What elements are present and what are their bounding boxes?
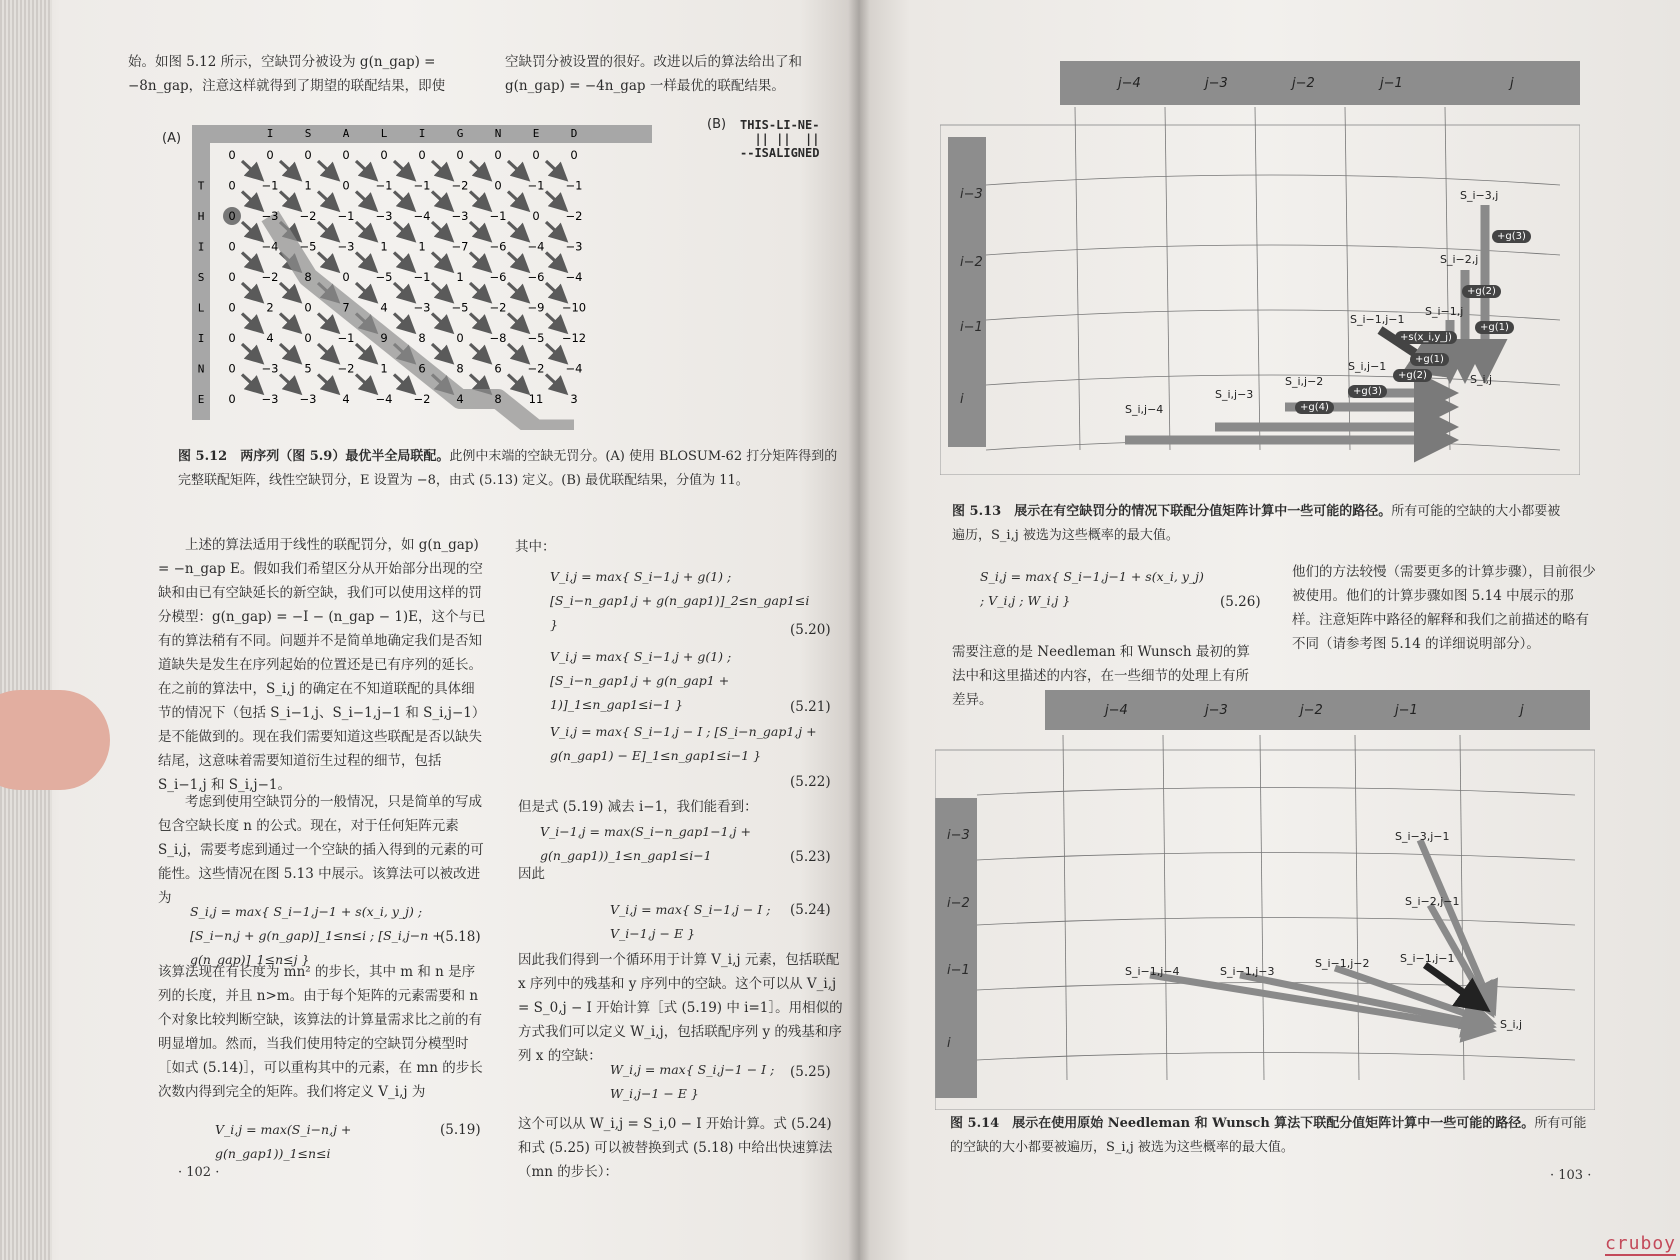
matrix-cell-value: −3 [413, 300, 431, 315]
diagonal-arrow [432, 253, 452, 272]
equation-5-24-number: (5.24) [790, 902, 831, 918]
column-letter: N [494, 127, 502, 140]
matrix-cell-value: 8 [456, 361, 464, 376]
matrix-cell-value: −6 [527, 270, 545, 284]
matrix-cell-value: 5 [304, 361, 312, 376]
paragraph-3: 该算法现在有长度为 mn² 的步长，其中 m 和 n 是序列的长度，并且 n>m。由于每个矩阵的元素需要和 n 个对象比较判断空缺，该算法的计算量需求比之前的有明显增加。然而，当我们使用特定的空缺罚分模型时［如式 (5.14)］，可以重构其中的元素，在 mn 的步长次数内得到完全的矩阵。我们将定义 V_i,j 为 [158, 964, 483, 1100]
alignment-line-2: || || || [740, 132, 827, 146]
fig514-row-i-2: i−2 [947, 896, 970, 911]
fig513-label-s-i1-j: S_i−1,j [1425, 305, 1464, 318]
diagonal-arrow [356, 161, 376, 180]
matrix-cell-value: 3 [570, 392, 578, 406]
matrix-cell-value: 0 [342, 178, 350, 193]
matrix-cell-value: −2 [527, 361, 545, 376]
matrix-cell-value: 0 [228, 392, 236, 406]
matrix-cell-value: −1 [261, 178, 279, 193]
fig513-row-i: i [960, 392, 964, 407]
matrix-cell-value: −3 [375, 209, 393, 223]
diagonal-arrow [508, 375, 528, 394]
equation-5-25: W_i,j = max{ S_i,j−1 − I ; W_i,j−1 − E } [610, 1062, 775, 1101]
matrix-cell-value: 8 [418, 331, 426, 345]
matrix-cell-value: −5 [451, 300, 469, 315]
matrix-cell-value: −5 [299, 239, 317, 254]
fig514-label-s-i1-j1: S_i−1,j−1 [1400, 952, 1455, 965]
figure-5-14-caption [950, 1112, 1590, 1160]
matrix-cell-value: 7 [342, 300, 350, 315]
matrix-cell-value: −1 [413, 178, 431, 193]
diagonal-arrow [242, 314, 262, 333]
row-letter: N [197, 362, 205, 376]
book-spine [848, 0, 870, 1260]
equation-5-24: V_i,j = max{ S_i−1,j − I ; V_i−1,j − E } [610, 902, 771, 941]
matrix-cell-value: −3 [337, 239, 355, 254]
row-letter: S [197, 271, 205, 284]
diagonal-arrow [470, 253, 490, 272]
equation-5-26: S_i,j = max{ S_i−1,j−1 + s(x_i, y_j) ; V_i,j ; W_i,j } [980, 569, 1204, 608]
fig514-label-s-i1-j3: S_i−1,j−3 [1220, 965, 1275, 978]
matrix-cell-value: 11 [528, 392, 544, 406]
matrix-cell-value: −1 [413, 270, 431, 284]
matrix-cell-value: −2 [299, 209, 317, 223]
caption-body: 所有可能的空缺的大小都要被遍历，S_i,j 被选为这些概率的最大值。 [950, 1116, 1587, 1155]
fig513-row-i-3: i−3 [960, 187, 983, 202]
fig513-pill-g2: +g(2) [1462, 285, 1501, 298]
diagonal-arrow [280, 375, 300, 394]
diagonal-arrow [546, 161, 566, 180]
diagonal-arrow [318, 314, 338, 333]
diagonal-arrow [546, 192, 566, 211]
diagonal-arrow [280, 283, 300, 302]
diagonal-arrow [432, 344, 452, 363]
row-letter: E [197, 393, 205, 406]
matrix-cell-value: 8 [494, 392, 502, 406]
row-letter: I [197, 332, 205, 345]
matrix-cell-value: −2 [261, 270, 279, 284]
fig514-label-s-i-j: S_i,j [1500, 1018, 1523, 1031]
panel-b-label: (B) [707, 117, 727, 132]
diagonal-arrow [394, 253, 414, 272]
matrix-cell-value: −5 [527, 331, 545, 345]
page-number-right: · 103 · [1550, 1168, 1592, 1183]
equation-5-22: V_i,j = max{ S_i−1,j − I ; [S_i−n_gap1,j + g(n_gap1) − E]_1≤n_gap1≤i−1 } [550, 724, 817, 763]
matrix-cell-value: −2 [565, 209, 583, 223]
diagonal-arrow [508, 253, 528, 272]
fig513-col-j: j [1510, 75, 1514, 91]
equation-5-22-number: (5.22) [790, 774, 831, 790]
column-letter: G [456, 127, 464, 140]
diagonal-arrow [242, 344, 262, 363]
diagonal-arrow [242, 253, 262, 272]
caption-body: 所有可能的空缺的大小都要被遍历，S_i,j 被选为这些概率的最大值。 [952, 504, 1561, 543]
equation-5-21-number: (5.21) [790, 699, 831, 715]
fig513-pill-g1-v: +g(1) [1475, 321, 1514, 334]
diagonal-arrow [470, 314, 490, 333]
matrix-cell-value: −9 [527, 300, 545, 315]
fig513-col-line [1165, 107, 1170, 450]
diagonal-arrow [546, 314, 566, 333]
column-letter: E [532, 127, 540, 140]
fig514-row-line [977, 918, 1575, 926]
matrix-cell-value: 0 [228, 239, 236, 254]
page-edge [0, 0, 52, 1260]
matrix-cell-value: 0 [570, 148, 578, 162]
diagonal-arrow [546, 283, 566, 302]
fig513-row-i-1: i−1 [960, 320, 983, 335]
diagonal-arrow [280, 192, 300, 211]
finger [0, 690, 110, 790]
diagonal-arrow [508, 314, 528, 333]
diagonal-arrow [242, 192, 262, 211]
diagonal-arrow [470, 344, 490, 363]
matrix-cell-value: −3 [261, 209, 279, 223]
diagonal-arrow [242, 283, 262, 302]
fig514-label-s-i1-j4: S_i−1,j−4 [1125, 965, 1180, 978]
diagonal-arrow [432, 222, 452, 241]
diagonal-arrow [356, 344, 376, 363]
fig514-row-i-3: i−3 [947, 828, 970, 843]
fig513-label-s-i-j2: S_i,j−2 [1285, 375, 1324, 388]
diagonal-arrow [242, 222, 262, 241]
diagonal-arrow [356, 253, 376, 272]
fig513-row-line [986, 175, 1560, 185]
matrix-cell-value: 4 [266, 331, 274, 345]
fig514-col-line [1163, 735, 1167, 1080]
diagonal-arrow [394, 375, 414, 394]
matrix-cell-value: 0 [532, 148, 540, 162]
paragraph-5: 因此我们得到一个循环用于计算 V_i,j 元素，包括联配 x 序列中的残基和 y 序列中的空缺。这个可以从 V_i,j = S_0,j − I 开始计算［式 (5.19) 中 i=1］。用相似的方式我们可以定义 W_i,j，包括联配序列 y 的残基和序列 x 的空缺： [518, 952, 843, 1064]
fig513-pill-g4-h: +g(4) [1295, 401, 1334, 414]
matrix-cell-value: −8 [489, 331, 507, 345]
matrix-cell-value: 2 [266, 300, 274, 315]
matrix-cell-value: 6 [418, 361, 426, 376]
equation-5-19: V_i,j = max(S_i−n,j + g(n_gap1))_1≤n≤i [215, 1122, 352, 1161]
alignment-line-3: --ISALIGNED [740, 146, 820, 160]
matrix-cell-value: 0 [494, 178, 502, 193]
matrix-cell-value: 0 [228, 209, 236, 223]
fig514-row-line [977, 853, 1575, 861]
matrix-cell-value: 4 [456, 392, 464, 406]
column-letter: D [570, 127, 578, 140]
matrix-cell-value: −1 [489, 209, 507, 223]
matrix-cell-value: 0 [228, 148, 236, 162]
matrix-cell-value: 0 [494, 148, 502, 162]
equation-5-21: V_i,j = max{ S_i−1,j + g(1) ; [S_i−n_gap1,j + g(n_gap1 + 1)]_1≤n_gap1≤i−1 } [550, 649, 732, 712]
matrix-cell-value: −3 [299, 392, 317, 406]
column-letter: A [342, 127, 350, 140]
row-letter: T [197, 179, 205, 193]
matrix-cell-value: −7 [451, 239, 469, 254]
diagonal-arrow [356, 222, 376, 241]
matrix-cell-value: −3 [261, 361, 279, 376]
equation-5-19-number: (5.19) [440, 1122, 481, 1138]
diagonal-arrow [242, 161, 262, 180]
diagonal-arrow [508, 192, 528, 211]
matrix-cell-value: −2 [489, 300, 507, 315]
equation-5-18: S_i,j = max{ S_i−1,j−1 + s(x_i, y_j) ; [S_i−n,j + g(n_gap)]_1≤n≤i ; [S_i,j−n + g(n_gap)]_1≤n≤j } [190, 904, 443, 967]
figure-5-13 [940, 55, 1580, 475]
equation-5-23-number: (5.23) [790, 849, 831, 865]
diagonal-arrow [318, 222, 338, 241]
fig513-row-i-2: i−2 [960, 255, 983, 270]
matrix-cell-value: 0 [380, 148, 388, 162]
fig514-col-j-1: j−1 [1395, 702, 1418, 718]
diagonal-arrow [394, 222, 414, 241]
diagonal-arrow [432, 283, 452, 302]
matrix-cell-value: 0 [266, 148, 274, 162]
matrix-cell-value: −4 [413, 209, 431, 223]
column-letter: I [418, 127, 426, 140]
page-number-left: · 102 · [178, 1165, 220, 1180]
figure-5-13-caption [952, 500, 1572, 548]
diagonal-arrow [432, 161, 452, 180]
equation-5-26-number: (5.26) [1220, 594, 1261, 610]
matrix-cell-value: −3 [451, 209, 469, 223]
diagonal-arrow [318, 161, 338, 180]
fig513-col-j-3: j−3 [1205, 75, 1228, 91]
where-text: 其中： [515, 539, 556, 555]
diagonal-arrow [546, 375, 566, 394]
diagonal-arrow [470, 283, 490, 302]
matrix-cell-value: −5 [375, 270, 393, 284]
figure-5-12-caption [178, 445, 848, 493]
fig513-col-line [1445, 107, 1450, 450]
matrix-cell-value: 0 [342, 148, 350, 162]
fig514-border [935, 750, 1595, 1110]
fig513-label-s-i-j4: S_i,j−4 [1125, 403, 1164, 416]
diagonal-arrow [470, 222, 490, 241]
matrix-cell-value: 0 [532, 209, 540, 223]
caption-title: 图 5.12 两序列（图 5.9）最优半全局联配。 [178, 449, 450, 464]
diagonal-arrow [508, 222, 528, 241]
paragraph-4: 但是式 (5.19) 减去 i−1，我们能看到： [518, 799, 758, 815]
matrix-cell-value: 1 [418, 239, 426, 254]
matrix-cell-value: 0 [304, 148, 312, 162]
caption-title: 图 5.13 展示在有空缺罚分的情况下联配分值矩阵计算中一些可能的路径。 [952, 504, 1392, 519]
figure-5-12 [162, 117, 727, 430]
matrix-cell-value: −6 [489, 239, 507, 254]
matrix-cell-value: 4 [342, 392, 350, 406]
fig514-col-line [1063, 735, 1067, 1080]
paragraph-6: 这个可以从 W_i,j = S_i,0 − I 开始计算。式 (5.24) 和式 (5.25) 可以被替换到式 (5.18) 中给出快速算法（mn 的步长）： [518, 1116, 833, 1180]
diagonal-arrow [242, 375, 262, 394]
equation-5-20: V_i,j = max{ S_i−1,j + g(1) ; [S_i−n_gap1,j + g(n_gap1)]_2≤n_gap1≤i } [550, 569, 810, 632]
fig513-pill-g3-h: +g(3) [1348, 385, 1387, 398]
column-letter: I [266, 127, 274, 140]
column-letter: S [304, 127, 312, 140]
matrix-cell-value: 0 [456, 331, 464, 345]
matrix-cell-value: 0 [228, 178, 236, 193]
row-letter: I [197, 240, 205, 254]
fig513-col-line [1075, 107, 1080, 450]
paragraph-1: 上述的算法适用于线性的联配罚分，如 g(n_gap) = −n_gap E。假如我们希望区分从开始部分出现的空缺和由已有空缺延长的新空缺，我们可以使用这样的罚分模型：g(n_gap) = −I − (n_gap − 1)E，这个与已有的算法稍有不同。问题并不是简单地确定我们是否知道缺失是发生在序列起始的位置还是已有序列的延长。在之前的算法中，S_i,j 的确定在不知道联配的具体细节的情况下（包括 S_i−1,j、S_i−1,j−1 和 S_i,j−1）是不能做到的。现在我们需要知道这些联配是否以缺失结尾，这意味着需要知道衍生过程的细节，包括 S_i−1,j 和 S_i,j−1。 [158, 537, 486, 793]
matrix-cell-value: 0 [228, 331, 236, 345]
fig513-pill-g3: +g(3) [1492, 230, 1531, 243]
matrix-cell-value: 1 [380, 239, 388, 254]
matrix-cell-value: 1 [456, 270, 464, 284]
paragraph-needleman: 需要注意的是 Needleman 和 Wunsch 最初的算法中和这里描述的内容，在一些细节的处理上有所差异。 [952, 644, 1250, 708]
panel-a-label: (A) [162, 131, 182, 146]
matrix-cell-value: 0 [228, 300, 236, 315]
diagonal-arrow [546, 222, 566, 241]
watermark: cruboy [1604, 1233, 1676, 1254]
matrix-cell-value: 0 [456, 148, 464, 162]
row-letter: H [197, 210, 205, 223]
diagonal-arrow [508, 344, 528, 363]
fig514-row-line [977, 788, 1575, 796]
equation-5-20-number: (5.20) [790, 622, 831, 638]
diagonal-arrow [356, 375, 376, 394]
column-letter: L [380, 127, 388, 140]
diagonal-arrow [394, 161, 414, 180]
fig514-col-j-3: j−3 [1205, 702, 1228, 718]
matrix-cell-value: −2 [451, 178, 469, 193]
fig513-col-line [1345, 107, 1350, 450]
fig513-pill-g1-h: +g(1) [1410, 353, 1449, 366]
fig513-col-j-4: j−4 [1118, 75, 1141, 91]
matrix-cell-value: −4 [261, 239, 279, 254]
matrix-cell-value: −12 [561, 331, 587, 345]
fig514-col-line [1355, 735, 1359, 1080]
fig513-col-line [1255, 107, 1260, 450]
matrix-cell-value: −1 [337, 209, 355, 223]
matrix-cell-value: −1 [527, 178, 545, 193]
equation-5-18-number: (5.18) [440, 929, 481, 945]
diagonal-arrow [356, 192, 376, 211]
diagonal-arrow [470, 192, 490, 211]
matrix-cell-value: 9 [380, 331, 388, 345]
fig514-row-i: i [947, 1036, 951, 1051]
fig514-col-j-2: j−2 [1300, 702, 1323, 718]
diagonal-arrow [318, 253, 338, 272]
matrix-cell-value: 6 [494, 361, 502, 376]
fig513-pill-g2-h: +g(2) [1393, 369, 1432, 382]
diagonal-arrow [470, 161, 490, 180]
fig513-label-s-i-j: S_i,j [1470, 373, 1493, 386]
paragraph-slower-method: 他们的方法较慢（需要更多的计算步骤），目前很少被使用。他们的计算步骤如图 5.14 中展示的那样。注意矩阵中路径的解释和我们之前描述的略有不同（请参考图 5.14 的详细说明部分）。 [1292, 564, 1596, 652]
matrix-cell-value: −1 [565, 178, 583, 193]
matrix-cell-value: 8 [304, 270, 312, 284]
matrix-cell-value: −2 [413, 392, 431, 406]
matrix-cell-value: 0 [304, 300, 312, 315]
matrix-cell-value: −4 [527, 239, 545, 254]
top-text-left: 始。如图 5.12 所示，空缺罚分被设为 g(n_gap) = −8n_gap，注意这样就得到了期望的联配结果，即使 [128, 54, 446, 94]
alignment-matrix [162, 125, 682, 430]
diagonal-arrow [546, 344, 566, 363]
matrix-cell-value: −3 [261, 392, 279, 406]
matrix-cell-value: 0 [418, 148, 426, 162]
fig514-row-i-1: i−1 [947, 963, 970, 978]
fig514-label-s-i1-j2: S_i−1,j−2 [1315, 957, 1370, 970]
caption-body: 此例中末端的空缺无罚分。(A) 使用 BLOSUM-62 打分矩阵得到的完整联配矩阵，线性空缺罚分，E 设置为 −8，由式 (5.13) 定义。(B) 最优联配结果，分值为 11。 [178, 449, 838, 488]
fig513-label-s-i1-j1: S_i−1,j−1 [1350, 313, 1405, 326]
fig513-grid [940, 55, 1580, 475]
fig514-col-j-4: j−4 [1105, 702, 1128, 718]
diagonal-arrow [508, 161, 528, 180]
matrix-cell-value: −10 [561, 300, 587, 315]
fig513-label-s-i-j1: S_i,j−1 [1348, 360, 1387, 373]
top-text-right: 空缺罚分被设置的很好。改进以后的算法给出了和 g(n_gap) = −4n_gap 一样最优的联配结果。 [505, 54, 802, 94]
matrix-cell-value: 0 [228, 270, 236, 284]
diagonal-arrow [546, 253, 566, 272]
matrix-cell-value: −1 [375, 178, 393, 193]
diagonal-arrow [280, 314, 300, 333]
diagonal-arrow [394, 314, 414, 333]
matrix-cell-value: −4 [565, 361, 583, 376]
matrix-cell-value: −1 [337, 331, 355, 345]
paragraph-2: 考虑到使用空缺罚分的一般情况，只是简单的写成包含空缺长度 n 的公式。现在，对于任何矩阵元素 S_i,j，需要考虑到通过一个空缺的插入得到的元素的可能性。这些情况在图 5.13 中展示。该算法可以被改进为 [158, 794, 484, 906]
fig514-label-s-i2-j1: S_i−2,j−1 [1405, 895, 1460, 908]
diagonal-arrow [394, 283, 414, 302]
diagonal-arrow [356, 283, 376, 302]
matrix-cell-value: 1 [380, 361, 388, 376]
matrix-cell-value: 0 [304, 331, 312, 345]
matrix-cell-value: −4 [565, 270, 583, 284]
alignment-line-1: THIS-LI-NE- [740, 118, 820, 132]
matrix-cell-value: −6 [489, 270, 507, 284]
figure-5-14 [935, 690, 1595, 1110]
diagonal-arrow [280, 344, 300, 363]
fig513-label-s-i-j3: S_i,j−3 [1215, 388, 1254, 401]
diagonal-arrow [280, 161, 300, 180]
matrix-cell-value: −3 [565, 239, 583, 254]
matrix-cell-value: 0 [228, 361, 236, 376]
matrix-cell-value: 4 [380, 300, 388, 315]
diagonal-arrow [432, 192, 452, 211]
equation-5-23: V_i−1,j = max(S_i−n_gap1−1,j + g(n_gap1))_1≤n_gap1≤i−1 [540, 824, 751, 863]
fig514-col-line [1260, 735, 1264, 1080]
equation-5-25-number: (5.25) [790, 1064, 831, 1080]
fig513-col-j-2: j−2 [1292, 75, 1315, 91]
fig514-grid [935, 690, 1595, 1110]
fig513-label-s-i3-j: S_i−3,j [1460, 189, 1499, 202]
fig514-col-j: j [1520, 702, 1524, 718]
fig513-label-s-i2-j: S_i−2,j [1440, 253, 1479, 266]
matrix-cell-value: −2 [337, 361, 355, 376]
diagonal-arrow [318, 375, 338, 394]
diagonal-arrow [508, 283, 528, 302]
matrix-cell-value: −4 [375, 392, 393, 406]
fig513-row-line [986, 310, 1560, 320]
matrix-cell-value: 1 [304, 178, 312, 193]
matrix-cell-value: 0 [342, 270, 350, 284]
row-letter: L [197, 301, 205, 315]
optimal-alignment [740, 118, 827, 160]
therefore-text: 因此 [518, 866, 545, 882]
fig514-label-s-i3-j1: S_i−3,j−1 [1395, 830, 1450, 843]
fig513-pill-s: +s(x_i,y_j) [1395, 331, 1457, 344]
diagonal-arrow [394, 192, 414, 211]
diagonal-arrow [318, 344, 338, 363]
diagonal-arrow [318, 192, 338, 211]
fig513-col-j-1: j−1 [1380, 75, 1403, 91]
diagonal-arrow [432, 314, 452, 333]
caption-title: 图 5.14 展示在使用原始 Needleman 和 Wunsch 算法下联配分值矩阵计算中一些可能的路径。 [950, 1116, 1535, 1131]
